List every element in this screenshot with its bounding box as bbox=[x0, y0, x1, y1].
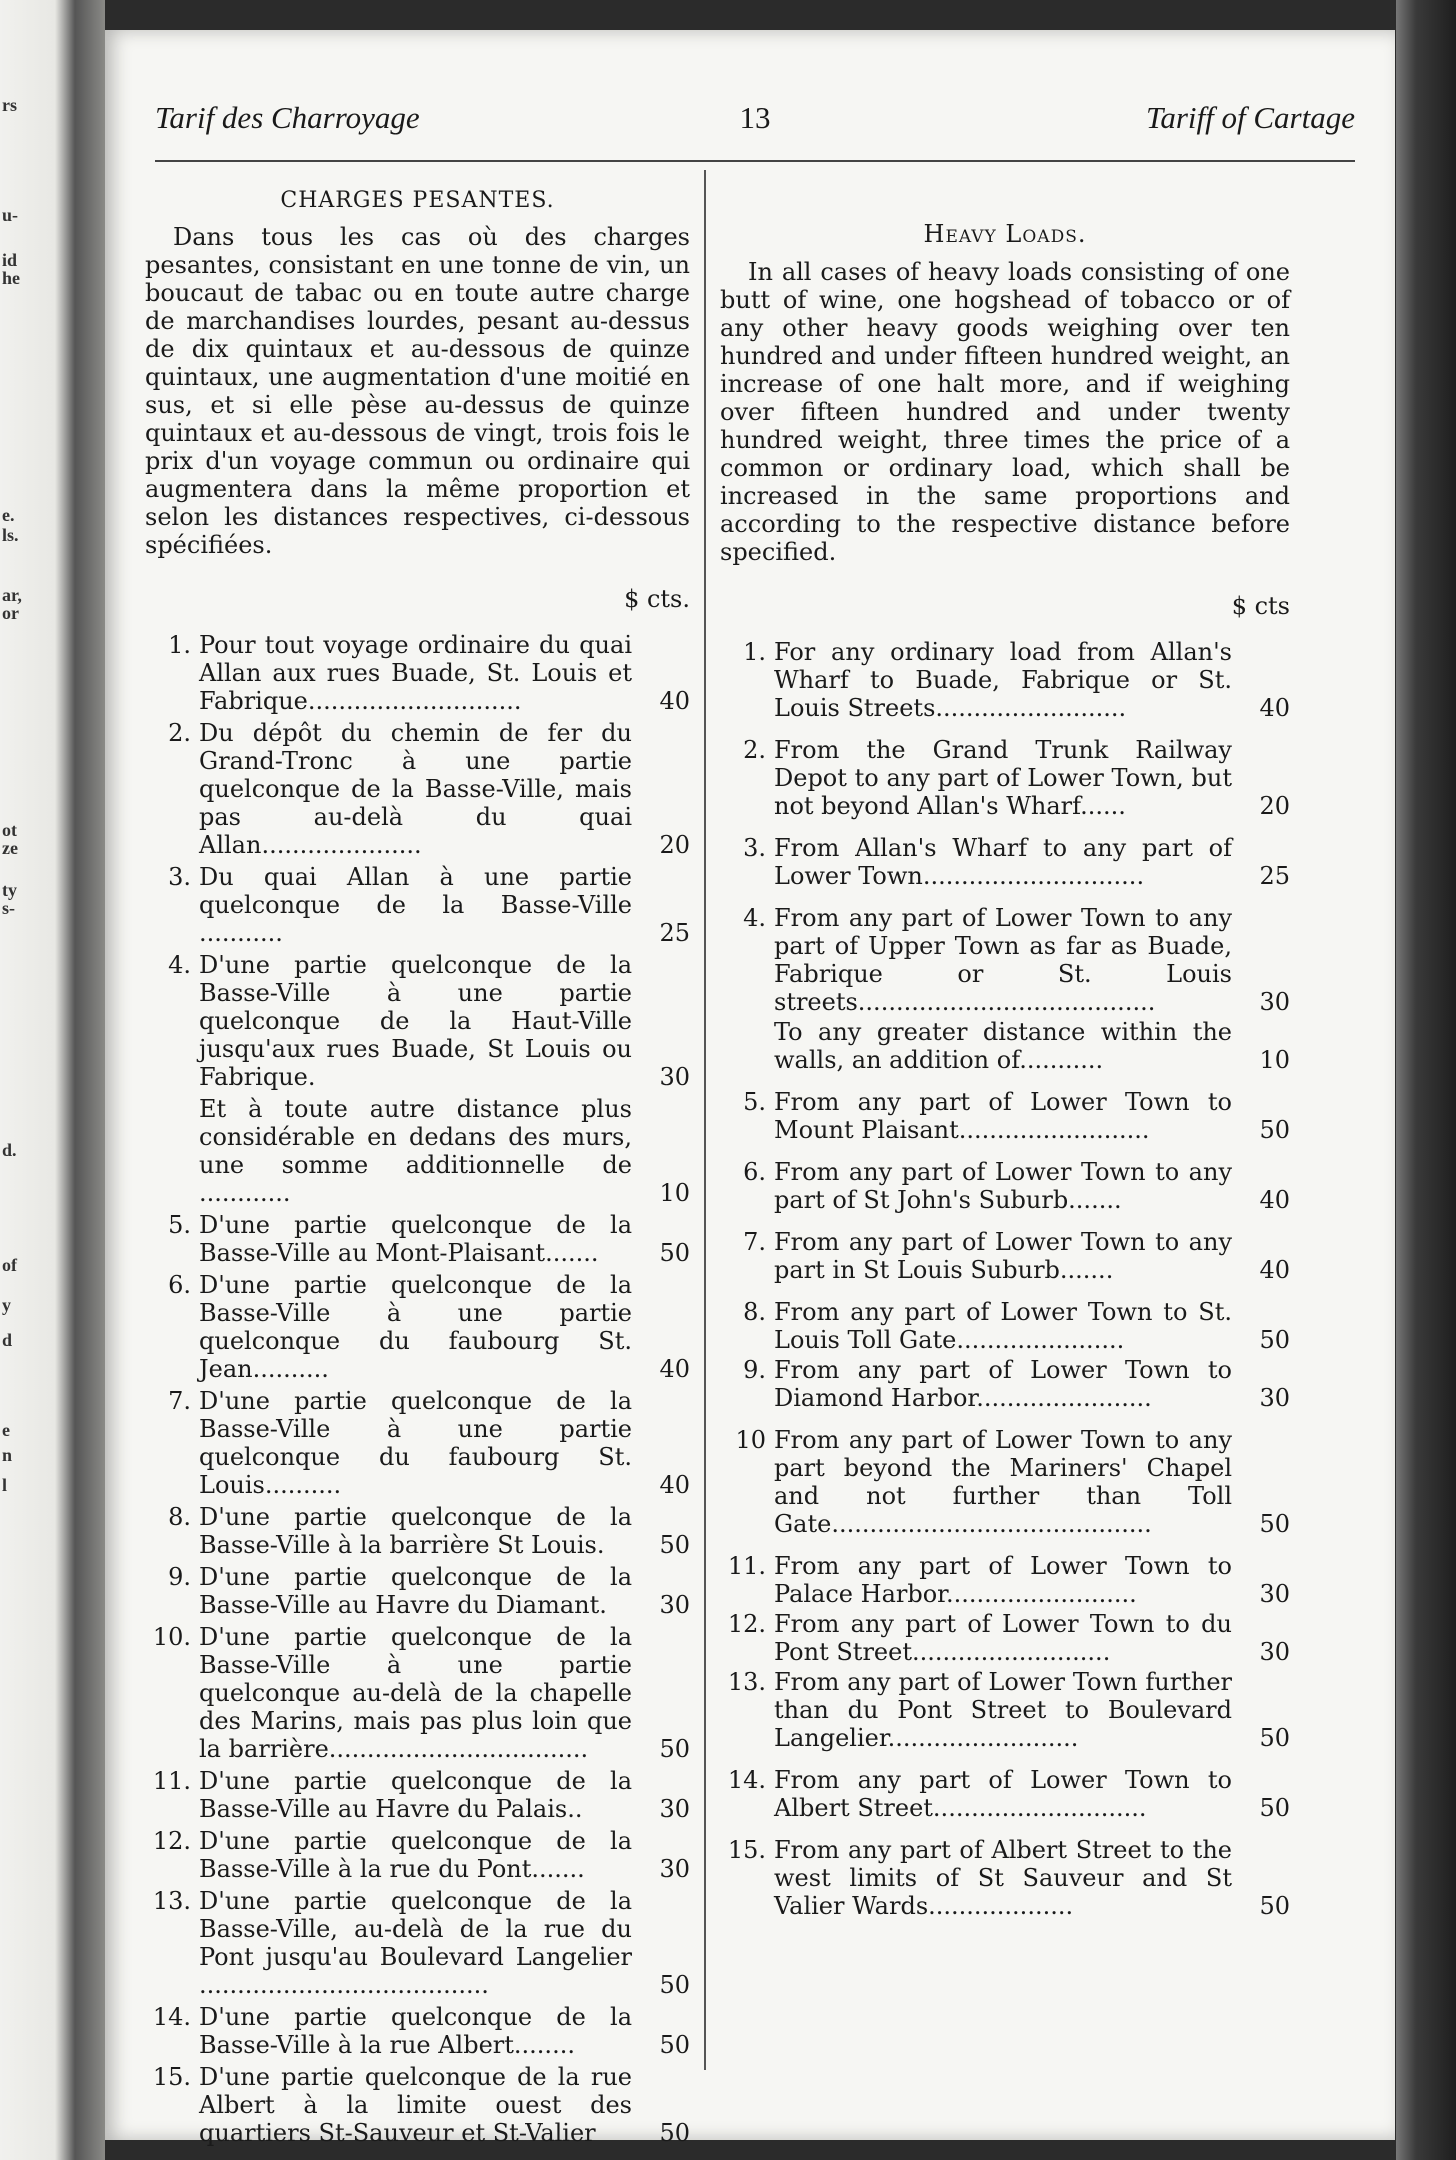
english-tariff-entry bbox=[720, 834, 1290, 890]
entry-price-cents: 40 bbox=[1259, 694, 1290, 722]
entry-number: 15. bbox=[152, 2063, 191, 2091]
english-tariff-entry bbox=[720, 638, 1290, 722]
french-tariff-entry bbox=[145, 1387, 690, 1499]
entry-number: 14. bbox=[727, 1766, 766, 1794]
margin-fragment: ls. bbox=[2, 525, 19, 545]
entry-price-cents: 10 bbox=[659, 1179, 690, 1207]
entry-description: From any part of Lower Town to any part of Upper Town as far as Buade, Fabrique or St. Louis streets....................................... bbox=[774, 904, 1232, 1016]
entry-price-cents: 40 bbox=[659, 1355, 690, 1383]
entry-description: From the Grand Trunk Railway Depot to any part of Lower Town, but not beyond Allan's Wharf...... bbox=[774, 736, 1232, 820]
entry-description: D'une partie quelconque de la Basse-Ville à une partie quelconque de la Haut-Ville jusqu'aux rues Buade, St Louis ou Fabrique. bbox=[199, 951, 632, 1091]
entry-description: From any part of Lower Town to any part of St John's Suburb....... bbox=[774, 1158, 1232, 1214]
french-tariff-entry bbox=[145, 2063, 690, 2147]
english-intro-paragraph: In all cases of heavy loads consisting of one butt of wine, one hogshead of tobacco or of any other heavy goods weighing over ten hundred and under fifteen hundred weight, an increase of one halt more, and if weighing over fifteen hundred and under twenty hundred weight, three times the price of a common or ordinary load, which shall be increased in the same proportions and according to the respective distance before specified. bbox=[720, 258, 1290, 566]
french-column bbox=[145, 180, 690, 2151]
entry-number: 2. bbox=[743, 736, 766, 764]
entry-number: 3. bbox=[168, 863, 191, 891]
header-french-title: Tarif des Charroyage bbox=[155, 100, 420, 135]
page-number: 13 bbox=[739, 100, 771, 135]
entry-price-cents: 40 bbox=[1259, 1256, 1290, 1284]
entry-price-cents: 30 bbox=[1259, 1580, 1290, 1608]
entry-description: For any ordinary load from Allan's Wharf to Buade, Fabrique or St. Louis Streets......................... bbox=[774, 638, 1232, 722]
entry-number: 10 bbox=[735, 1426, 766, 1454]
margin-fragment: rs bbox=[2, 95, 17, 115]
entry-number: 11. bbox=[727, 1552, 766, 1580]
entry-number: 13. bbox=[152, 1887, 191, 1915]
entry-price-cents: 30 bbox=[659, 1795, 690, 1823]
entry-description: From any part of Lower Town to any part in St Louis Suburb....... bbox=[774, 1228, 1232, 1284]
french-tariff-entry bbox=[145, 1887, 690, 1999]
french-currency-header: $ cts. bbox=[624, 585, 690, 613]
entry-description: Pour tout voyage ordinaire du quai Allan aux rues Buade, St. Louis et Fabrique............................ bbox=[199, 631, 632, 715]
margin-fragment: ty bbox=[2, 880, 17, 900]
entry-number: 14. bbox=[152, 2003, 191, 2031]
entry-price-cents: 25 bbox=[1259, 862, 1290, 890]
entry-description: From any part of Lower Town to Mount Plaisant......................... bbox=[774, 1088, 1232, 1144]
entry-number: 4. bbox=[168, 951, 191, 979]
entry-price-cents: 50 bbox=[659, 1971, 690, 1999]
entry-price-cents: 30 bbox=[659, 1591, 690, 1619]
entry-price-cents: 20 bbox=[659, 831, 690, 859]
french-tariff-entry bbox=[145, 1827, 690, 1883]
margin-fragment: e bbox=[2, 1420, 10, 1440]
entry-description: From any part of Lower Town to any part beyond the Mariners' Chapel and not further than Toll Gate.......................................... bbox=[774, 1426, 1232, 1538]
entry-price-cents: 50 bbox=[659, 1531, 690, 1559]
entry-price-cents: 50 bbox=[1259, 1794, 1290, 1822]
margin-fragment: d. bbox=[2, 1140, 17, 1160]
entry-number: 11. bbox=[152, 1767, 191, 1795]
entry-price-cents: 50 bbox=[1259, 1326, 1290, 1354]
english-tariff-entry bbox=[720, 1552, 1290, 1608]
entry-number: 1. bbox=[168, 631, 191, 659]
margin-fragment: s- bbox=[2, 898, 15, 918]
margin-fragment: d bbox=[2, 1330, 13, 1350]
entry-description: D'une partie quelconque de la Basse-Ville à une partie quelconque du faubourg St. Jean.......... bbox=[199, 1271, 632, 1383]
margin-fragment: e. bbox=[2, 505, 15, 525]
running-header bbox=[155, 100, 1355, 162]
margin-fragment: or bbox=[2, 603, 19, 623]
french-tariff-entry bbox=[145, 951, 690, 1091]
entry-number: 6. bbox=[743, 1158, 766, 1186]
english-tariff-entry bbox=[720, 1668, 1290, 1752]
english-tariff-entry bbox=[720, 1766, 1290, 1822]
entry-description: D'une partie quelconque de la Basse-Ville à la barrière St Louis. bbox=[199, 1503, 632, 1559]
entry-description: D'une partie quelconque de la Basse-Ville à la rue du Pont....... bbox=[199, 1827, 632, 1883]
entry-price-cents: 40 bbox=[659, 687, 690, 715]
entry-price-cents: 50 bbox=[1259, 1724, 1290, 1752]
entry-description: D'une partie quelconque de la Basse-Ville au Havre du Diamant. bbox=[199, 1563, 632, 1619]
entry-number: 12. bbox=[152, 1827, 191, 1855]
entry-price-cents: 40 bbox=[1259, 1186, 1290, 1214]
french-tariff-entry bbox=[145, 1095, 690, 1207]
english-tariff-entry bbox=[720, 1018, 1290, 1074]
entry-number: 3. bbox=[743, 834, 766, 862]
entry-price-cents: 25 bbox=[659, 919, 690, 947]
entry-description: From Allan's Wharf to any part of Lower Town............................. bbox=[774, 834, 1232, 890]
french-tariff-entry bbox=[145, 1623, 690, 1763]
entry-price-cents: 50 bbox=[659, 2119, 690, 2147]
entry-description: D'une partie quelconque de la Basse-Ville au Mont-Plaisant....... bbox=[199, 1211, 632, 1267]
french-section-title: CHARGES PESANTES. bbox=[280, 188, 555, 213]
margin-fragment: ar, bbox=[2, 585, 22, 605]
entry-price-cents: 50 bbox=[659, 1239, 690, 1267]
entry-price-cents: 30 bbox=[659, 1063, 690, 1091]
entry-number: 1. bbox=[743, 638, 766, 666]
book-binding-edge bbox=[1396, 0, 1456, 2160]
entry-number: 4. bbox=[743, 904, 766, 932]
entry-description: From any part of Lower Town further than du Pont Street to Boulevard Langelier......................... bbox=[774, 1668, 1232, 1752]
french-tariff-entry bbox=[145, 1563, 690, 1619]
english-tariff-entry bbox=[720, 1610, 1290, 1666]
french-tariff-entry bbox=[145, 719, 690, 859]
entry-price-cents: 50 bbox=[1259, 1892, 1290, 1920]
margin-fragment: ot bbox=[2, 820, 17, 840]
entry-number: 5. bbox=[743, 1088, 766, 1116]
margin-fragment: n bbox=[2, 1445, 13, 1465]
entry-number: 5. bbox=[168, 1211, 191, 1239]
entry-description: Et à toute autre distance plus considérable en dedans des murs, une somme additionnelle de ............ bbox=[199, 1095, 632, 1207]
entry-number: 7. bbox=[743, 1228, 766, 1256]
entry-number: 12. bbox=[727, 1610, 766, 1638]
entry-number: 2. bbox=[168, 719, 191, 747]
english-tariff-entry bbox=[720, 1426, 1290, 1538]
english-tariff-entry bbox=[720, 1836, 1290, 1920]
entry-number: 10. bbox=[152, 1623, 191, 1651]
entry-description: From any part of Lower Town to du Pont Street.......................... bbox=[774, 1610, 1232, 1666]
entry-description: From any part of Lower Town to Albert Street............................ bbox=[774, 1766, 1232, 1822]
entry-number: 6. bbox=[168, 1271, 191, 1299]
entry-description: From any part of Albert Street to the west limits of St Sauveur and St Valier Wards................... bbox=[774, 1836, 1232, 1920]
english-currency-header: $ cts bbox=[1231, 592, 1290, 620]
entry-price-cents: 30 bbox=[1259, 988, 1290, 1016]
entry-description: From any part of Lower Town to St. Louis Toll Gate...................... bbox=[774, 1298, 1232, 1354]
entry-price-cents: 50 bbox=[659, 2031, 690, 2059]
entry-description: Du quai Allan à une partie quelconque de la Basse-Ville ........... bbox=[199, 863, 632, 947]
french-tariff-entry bbox=[145, 631, 690, 715]
english-tariff-entry bbox=[720, 1088, 1290, 1144]
french-tariff-entry bbox=[145, 1767, 690, 1823]
entry-number: 7. bbox=[168, 1387, 191, 1415]
entry-description: Du dépôt du chemin de fer du Grand-Tronc à une partie quelconque de la Basse-Ville, mais pas au-delà du quai Allan..................... bbox=[199, 719, 632, 859]
margin-fragment: of bbox=[2, 1255, 17, 1275]
french-tariff-entry bbox=[145, 1211, 690, 1267]
entry-price-cents: 10 bbox=[1259, 1046, 1290, 1074]
entry-description: D'une partie quelconque de la Basse-Ville à une partie quelconque au-delà de la chapelle des Marins, mais pas plus loin que la barrière.................................. bbox=[199, 1623, 632, 1763]
entry-description: From any part of Lower Town to Diamond Harbor....................... bbox=[774, 1356, 1232, 1412]
english-tariff-entry bbox=[720, 1228, 1290, 1284]
english-column bbox=[720, 190, 1290, 1934]
margin-fragment: y bbox=[2, 1295, 11, 1315]
french-tariff-entry bbox=[145, 1503, 690, 1559]
english-tariff-entry bbox=[720, 1158, 1290, 1214]
french-tariff-entry bbox=[145, 863, 690, 947]
book-page bbox=[105, 30, 1395, 2147]
margin-fragment: id bbox=[2, 250, 18, 270]
entry-number: 15. bbox=[727, 1836, 766, 1864]
entry-price-cents: 30 bbox=[659, 1855, 690, 1883]
french-entry-list bbox=[145, 631, 690, 2147]
english-tariff-entry bbox=[720, 904, 1290, 1016]
french-intro-paragraph: Dans tous les cas où des charges pesantes, consistant en une tonne de vin, un boucaut de tabac ou en toute autre charge de marchandises lourdes, pesant au-dessus de dix quintaux et au-dessous de quinze quintaux, une augmentation d'une moitié en sus, et si elle pèse au-dessus de quinze quintaux et au-dessous de vingt, trois fois le prix d'un voyage commun ou ordinaire qui augmentera dans la même proportion et selon les distances respectives, ci-dessous spécifiées. bbox=[145, 223, 690, 559]
entry-description: From any part of Lower Town to Palace Harbor......................... bbox=[774, 1552, 1232, 1608]
entry-price-cents: 40 bbox=[659, 1471, 690, 1499]
entry-price-cents: 30 bbox=[1259, 1638, 1290, 1666]
entry-description: D'une partie quelconque de la rue Albert à la limite ouest des quartiers St-Sauveur et St-Valier bbox=[199, 2063, 632, 2147]
entry-number: 8. bbox=[168, 1503, 191, 1531]
entry-price-cents: 30 bbox=[1259, 1384, 1290, 1412]
margin-fragment: l bbox=[2, 1475, 8, 1495]
entry-number: 9. bbox=[743, 1356, 766, 1384]
column-divider bbox=[704, 170, 706, 2070]
english-tariff-entry bbox=[720, 736, 1290, 820]
french-tariff-entry bbox=[145, 2003, 690, 2059]
english-entry-list bbox=[720, 638, 1290, 1920]
entry-description: D'une partie quelconque de la Basse-Ville, au-delà de la rue du Pont jusqu'au Boulevard Langelier ...................................... bbox=[199, 1887, 632, 1999]
entry-price-cents: 20 bbox=[1259, 792, 1290, 820]
margin-fragment: u- bbox=[2, 205, 19, 225]
header-english-title: Tariff of Cartage bbox=[1145, 100, 1355, 135]
english-tariff-entry bbox=[720, 1356, 1290, 1412]
entry-number: 9. bbox=[168, 1563, 191, 1591]
margin-fragment: he bbox=[2, 268, 20, 288]
entry-number: 13. bbox=[727, 1668, 766, 1696]
entry-price-cents: 50 bbox=[1259, 1510, 1290, 1538]
previous-page-text-fragments bbox=[2, 0, 42, 2160]
entry-number: 8. bbox=[743, 1298, 766, 1326]
english-tariff-entry bbox=[720, 1298, 1290, 1354]
english-section-title: Heavy Loads. bbox=[923, 220, 1087, 248]
french-tariff-entry bbox=[145, 1271, 690, 1383]
entry-description: To any greater distance within the walls, an addition of........... bbox=[774, 1018, 1232, 1074]
margin-fragment: ze bbox=[2, 838, 18, 858]
entry-description: D'une partie quelconque de la Basse-Ville à la rue Albert........ bbox=[199, 2003, 632, 2059]
entry-price-cents: 50 bbox=[659, 1735, 690, 1763]
entry-price-cents: 50 bbox=[1259, 1116, 1290, 1144]
entry-description: D'une partie quelconque de la Basse-Ville à une partie quelconque du faubourg St. Louis.......... bbox=[199, 1387, 632, 1499]
entry-description: D'une partie quelconque de la Basse-Ville au Havre du Palais.. bbox=[199, 1767, 632, 1823]
